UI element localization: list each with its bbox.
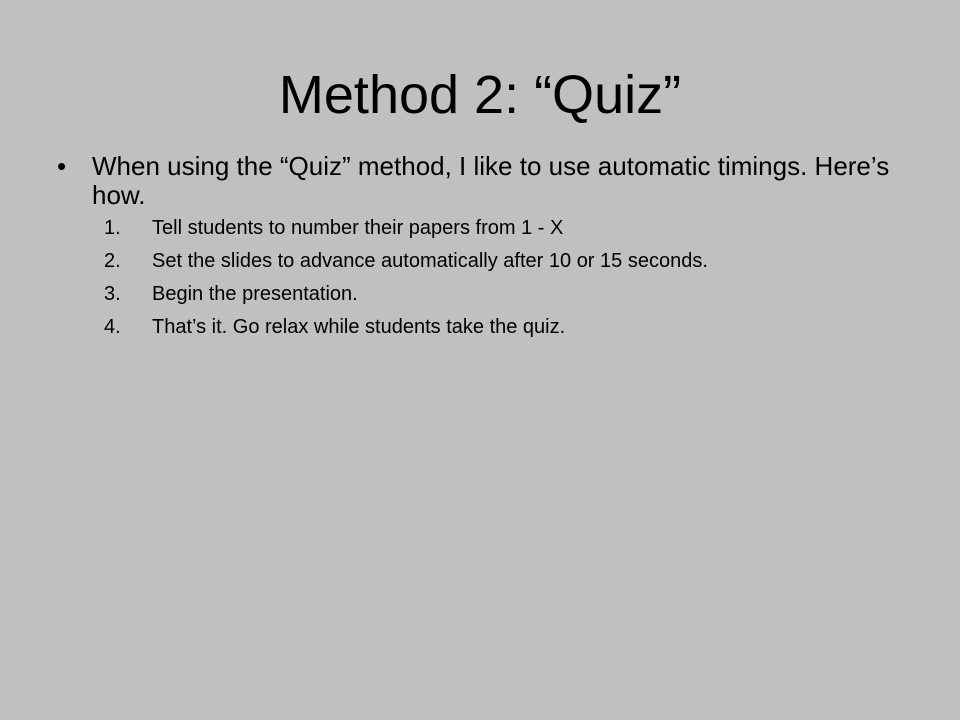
step-text: Tell students to number their papers from 1 - X [152, 217, 564, 239]
steps-list [57, 218, 917, 338]
list-item [104, 284, 917, 305]
step-number: 4. [104, 316, 121, 338]
step-text: That’s it. Go relax while students take the quiz. [152, 316, 566, 338]
main-bullet-text: When using the “Quiz” method, I like to use automatic timings. Here’s how. [92, 151, 890, 210]
main-bullet [57, 152, 917, 210]
slide-title: Method 2: “Quiz” [278, 65, 682, 125]
step-text: Set the slides to advance automatically after 10 or 15 seconds. [152, 250, 708, 272]
content-body [57, 152, 917, 350]
step-number: 1. [104, 217, 121, 239]
bullet-point-icon: • [57, 151, 67, 181]
list-item [104, 251, 917, 272]
list-item [104, 218, 917, 239]
step-text: Begin the presentation. [152, 283, 358, 305]
step-number: 3. [104, 283, 121, 305]
list-item [104, 317, 917, 338]
step-number: 2. [104, 250, 121, 272]
